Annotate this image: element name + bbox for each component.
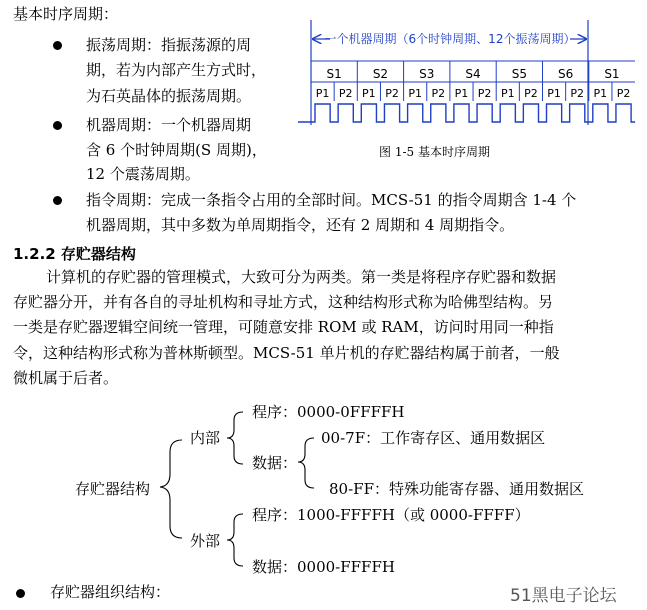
- osc-line-3: 为石英晶体的振荡周期。: [86, 87, 252, 105]
- data-brace: [298, 438, 314, 488]
- p-phase-label: P2: [524, 87, 538, 100]
- tree-external: 外部: [190, 532, 221, 550]
- last-bullet-text: 存贮器组织结构：: [50, 583, 171, 601]
- p-phase-label: P1: [315, 87, 330, 100]
- machine-line-2: 含 6 个时钟周期(S 周期)，: [86, 141, 267, 159]
- p-phase-label: P2: [570, 87, 585, 100]
- p-phase-label: P1: [454, 87, 469, 100]
- external-brace: [227, 514, 243, 566]
- tree-internal: 内部: [190, 429, 221, 447]
- clock-waveform: [298, 104, 635, 122]
- paragraph-line: 一类是存贮器逻辑空间统一管理，可随意安排 ROM 或 RAM，访问时用同一种指: [13, 318, 554, 336]
- instr-line-2: 机器周期，其中多数为单周期指令，还有 2 周期和 4 周期指令。: [86, 216, 515, 234]
- tree-int-data-2: 80-FF：特殊功能寄存器、通用数据区: [329, 480, 584, 498]
- osc-line-1: 振荡周期：指振荡源的周: [86, 36, 252, 54]
- p-phase-label: P2: [431, 87, 446, 100]
- tree-int-data-1: 00-7F：工作寄存区、通用数据区: [321, 429, 546, 447]
- s-state-label: S1: [604, 67, 620, 81]
- p-phase-label: P2: [385, 87, 399, 100]
- p-phase-label: P1: [593, 87, 608, 100]
- bullet-dot: [16, 589, 25, 598]
- paragraph-line: 令，这种结构形式称为普林斯顿型。MCS-51 单片机的存贮器结构属于前者，一般: [13, 344, 560, 362]
- paragraph-line: 微机属于后者。: [13, 369, 119, 387]
- p-phase-label: P1: [500, 87, 515, 100]
- s-state-label: S2: [372, 67, 389, 81]
- s-state-label: S3: [419, 67, 435, 81]
- s-state-label: S6: [558, 67, 574, 81]
- p-phases: [316, 82, 631, 101]
- p-phase-label: P1: [362, 87, 376, 100]
- section-heading: 1.2.2 存贮器结构: [13, 245, 136, 263]
- watermark-logo: 51黑电子论坛: [510, 586, 617, 606]
- machine-line-3: 12 个震荡周期。: [86, 165, 200, 183]
- s-state-label: S5: [511, 67, 527, 81]
- machine-cycle-label: 一个机器周期（6个时钟周期、12个振荡周期）: [324, 32, 576, 46]
- paragraph-line: 存贮器分开，并有各自的寻址机构和寻址方式，这种结构形式称为哈佛型结构。另: [13, 293, 554, 311]
- bullet-dot: [53, 196, 62, 205]
- tree-ext-data: 数据：0000-FFFFH: [252, 558, 395, 576]
- s-state-label: S1: [326, 67, 342, 81]
- paragraph-line: 计算机的存贮器的管理模式，大致可分为两类。第一类是将程序存贮器和数据: [46, 268, 557, 286]
- instr-line-1: 指令周期：完成一条指令占用的全部时间。MCS-51 的指令周期含 1-4 个: [86, 191, 577, 209]
- tree-ext-program: 程序：1000-FFFFH（或 0000-FFFF）: [252, 506, 530, 524]
- p-phase-label: P1: [408, 87, 422, 100]
- figure-caption: 图 1-5 基本时序周期: [379, 145, 490, 159]
- section-title: 基本时序周期：: [13, 5, 119, 23]
- p-phase-label: P2: [338, 87, 353, 100]
- machine-line-1: 机器周期：一个机器周期: [86, 116, 252, 134]
- s-state-label: S4: [465, 67, 481, 81]
- tree-int-program: 程序：0000-0FFFFH: [252, 403, 405, 421]
- root-brace: [160, 440, 182, 538]
- p-phase-label: P2: [616, 87, 631, 100]
- timing-diagram: [0, 0, 647, 170]
- tree-root: 存贮器结构: [75, 480, 151, 498]
- p-phase-label: P2: [477, 87, 492, 100]
- internal-brace: [227, 412, 243, 464]
- p-phase-label: P1: [547, 87, 561, 100]
- osc-line-2: 期，若为内部产生方式时，: [86, 61, 267, 79]
- tree-int-data: 数据：: [252, 454, 298, 472]
